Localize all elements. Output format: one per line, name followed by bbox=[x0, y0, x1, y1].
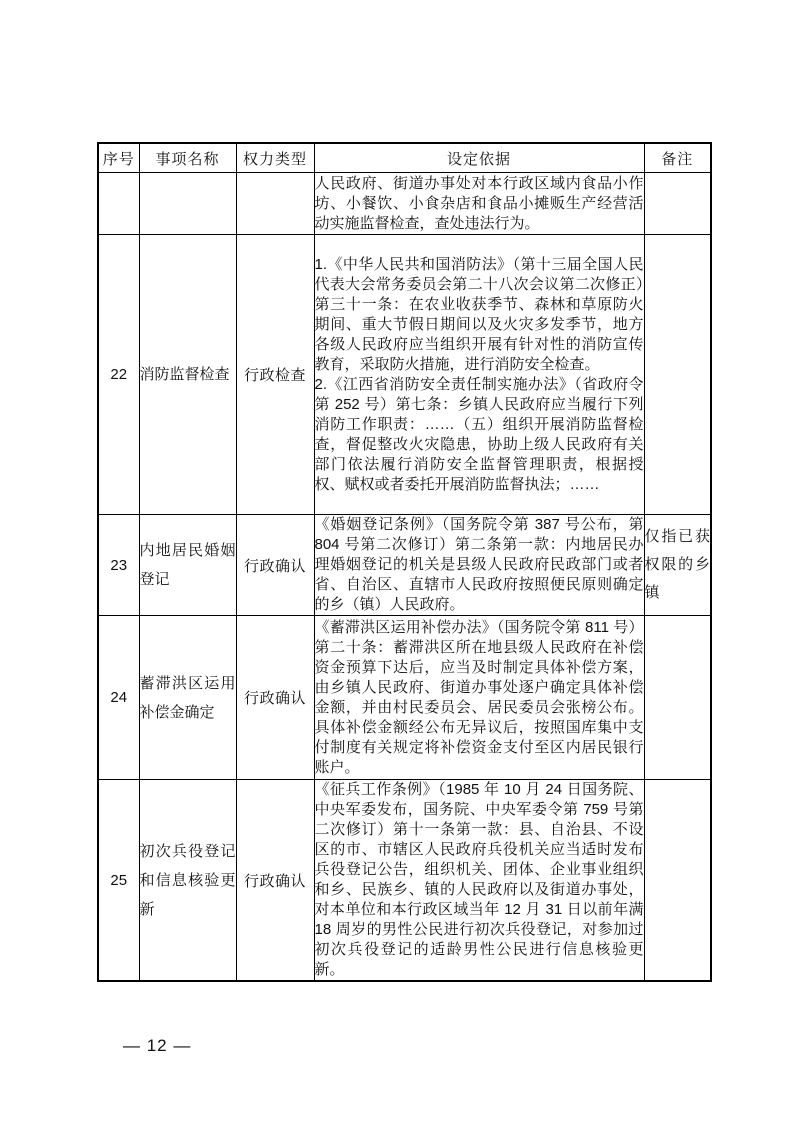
seq-cell: 22 bbox=[98, 235, 139, 515]
item-name-cell: 消防监督检查 bbox=[139, 235, 236, 515]
power-type-cell: 行政确认 bbox=[236, 616, 314, 780]
table-row-25 bbox=[98, 780, 711, 982]
table-header-row bbox=[98, 143, 711, 173]
basis-cell bbox=[314, 515, 644, 616]
basis-cell bbox=[314, 173, 644, 235]
seq-cell: 24 bbox=[98, 616, 139, 780]
item-name-cell: 内地居民婚姻登记 bbox=[139, 515, 236, 616]
basis-cell bbox=[314, 235, 644, 515]
power-type-cell: 行政检查 bbox=[236, 235, 314, 515]
note-cell bbox=[644, 780, 711, 982]
power-type-cell bbox=[236, 173, 314, 235]
basis-cell bbox=[314, 780, 644, 982]
item-name-cell: 蓄滞洪区运用补偿金确定 bbox=[139, 616, 236, 780]
basis-paragraph: 2.《江西省消防安全责任制实施办法》（省政府令第 252 号）第七条：乡镇人民政府应当履行下列消防工作职责：……（五）组织开展消防监督检查，督促整改火灾隐患，协助上级人民政府有关部门依法履行消防安全监督管理职责，根据授权、赋权或者委托开展消防监督执法；…… bbox=[314, 375, 644, 493]
power-type-cell: 行政确认 bbox=[236, 780, 314, 982]
col-header-note: 备注 bbox=[644, 143, 711, 173]
note-cell bbox=[644, 235, 711, 515]
item-name-cell bbox=[139, 173, 236, 235]
note-cell: 仅指已获权限的乡镇 bbox=[644, 515, 711, 616]
table-row-continuation bbox=[98, 173, 711, 235]
basis-paragraph: 人民政府、街道办事处对本行政区域内食品小作坊、小餐饮、小食杂店和食品小摊贩生产经营活动实施监督检查，查处违法行为。 bbox=[314, 174, 644, 232]
table-row-23 bbox=[98, 515, 711, 616]
note-cell bbox=[644, 173, 711, 235]
seq-cell bbox=[98, 173, 139, 235]
seq-cell: 25 bbox=[98, 780, 139, 982]
power-type-cell: 行政确认 bbox=[236, 515, 314, 616]
basis-paragraph: 《婚姻登记条例》（国务院令第 387 号公布，第 804 号第二次修订）第二条第一款：内地居民办理婚姻登记的机关是县级人民政府民政部门或者省、自治区、直辖市人民政府按照便民原则确定的乡（镇）人民政府。 bbox=[314, 516, 644, 613]
table-row-22 bbox=[98, 235, 711, 515]
basis-cell bbox=[314, 616, 644, 780]
col-header-power-type: 权力类型 bbox=[236, 143, 314, 173]
table-row-24 bbox=[98, 616, 711, 780]
permission-items-table bbox=[97, 142, 712, 982]
basis-paragraph: 《征兵工作条例》（1985 年 10 月 24 日国务院、中央军委发布，国务院、中央军委令第 759 号第二次修订）第十一条第一款：县、自治县、不设区的市、市辖区人民政府兵役机关应当适时发布兵役登记公告，组织机关、团体、企业事业组织和乡、民族乡、镇的人民政府以及街道办事处，对本单位和本行政区域当年 12 月 31 日以前年满 18 周岁的男性公民进行初次兵役登记，对参加过初次兵役登记的适龄男性公民进行信息核验更新。 bbox=[314, 781, 644, 978]
basis-paragraph: 1.《中华人民共和国消防法》（第十三届全国人民代表大会常务委员会第二十八次会议第二次修正）第三十一条：在农业收获季节、森林和草原防火期间、重大节假日期间以及火灾多发季节，地方各级人民政府应当组织开展有针对性的消防宣传教育，采取防火措施，进行消防安全检查。 bbox=[314, 255, 644, 373]
col-header-item-name: 事项名称 bbox=[139, 143, 236, 173]
col-header-basis: 设定依据 bbox=[314, 143, 644, 173]
item-name-cell: 初次兵役登记和信息核验更新 bbox=[139, 780, 236, 982]
page-number: — 12 — bbox=[123, 1036, 192, 1055]
basis-paragraph: 《蓄滞洪区运用补偿办法》（国务院令第 811 号）第二十条：蓄滞洪区所在地县级人民政府在补偿资金预算下达后，应当及时制定具体补偿方案，由乡镇人民政府、街道办事处逐户确定具体补偿金额，并由村民委员会、居民委员会张榜公布。具体补偿金额经公布无异议后，按照国库集中支付制度有关规定将补偿资金支付至区内居民银行账户。 bbox=[314, 618, 644, 776]
col-header-seq: 序号 bbox=[98, 143, 139, 173]
seq-cell: 23 bbox=[98, 515, 139, 616]
note-cell bbox=[644, 616, 711, 780]
